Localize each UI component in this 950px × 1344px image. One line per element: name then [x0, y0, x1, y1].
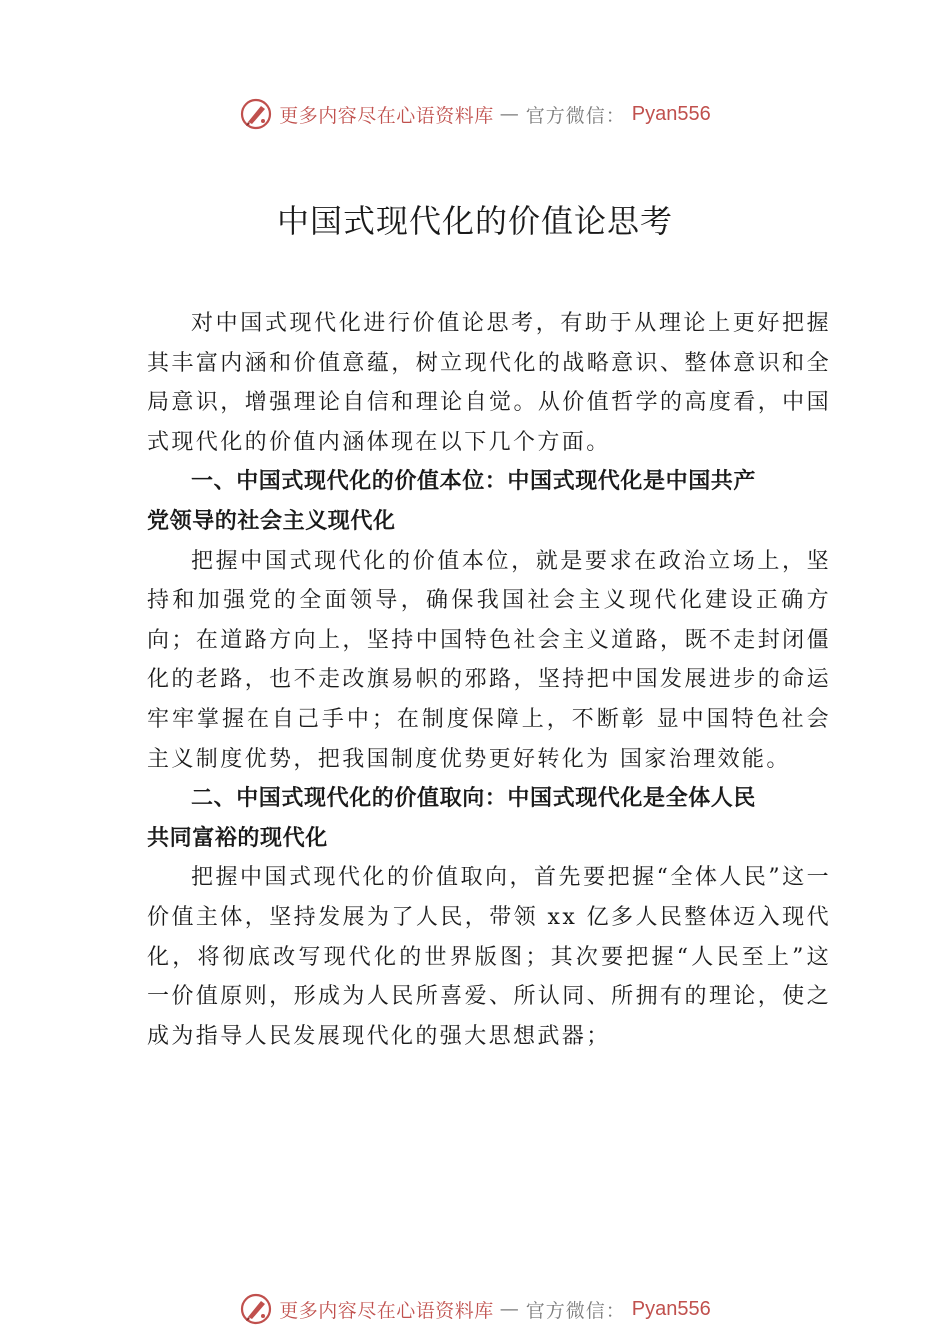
pen-logo-icon	[239, 1292, 273, 1326]
watermark-dash: —	[499, 1298, 520, 1320]
watermark-brand-text: 更多内容尽在心语资料库	[279, 104, 494, 127]
watermark-wechat-id: Pyan556	[631, 1297, 711, 1320]
intro-paragraph: 对中国式现代化进行价值论思考，有助于从理论上更好把握其丰富内涵和价值意蕴，树立现代化的战略意识、整体意识和全局意识，增强理论自信和理论自觉。从价值哲学的高度看，中国式现代化的价值内涵体现在以下几个方面。	[147, 311, 831, 455]
pen-logo-icon	[239, 97, 273, 131]
document-body	[147, 304, 831, 1056]
watermark-dash: —	[499, 103, 520, 125]
watermark-official-label: 官方微信：	[525, 1299, 626, 1322]
section-2-heading: 二、中国式现代化的价值取向：中国式现代化是全体人民共同富裕的现代化	[147, 786, 757, 851]
watermark-official-label: 官方微信：	[525, 104, 626, 127]
section-2-body: 把握中国式现代化的价值取向，首先要把握“全体人民”这一价值主体，坚持发展为了人民，带领 xx 亿多人民整体迈入现代化，将彻底改写现代化的世界版图；其次要把握“人民至上”这一价值原则，形成为人民所喜爱、所认同、所拥有的理论，使之成为指导人民发展现代化的强大思想武器；	[147, 865, 831, 1049]
watermark-footer	[0, 1289, 950, 1329]
watermark-brand-text: 更多内容尽在心语资料库	[279, 1299, 494, 1322]
section-1-body: 把握中国式现代化的价值本位，就是要求在政治立场上，坚持和加强党的全面领导，确保我国社会主义现代化建设正确方向；在道路方向上，坚持中国特色社会主义道路，既不走封闭僵化的老路，也不走改旗易帜的邪路，坚持把中国发展进步的命运牢牢掌握在自己手中；在制度保障上，不断彰 显中国特色社会主义制度优势，把我国制度优势更好转化为 国家治理效能。	[147, 548, 831, 772]
section-1-heading: 一、中国式现代化的价值本位：中国式现代化是中国共产党领导的社会主义现代化	[147, 469, 757, 534]
watermark-header	[0, 94, 950, 134]
watermark-wechat-id: Pyan556	[631, 102, 711, 125]
document-title: 中国式现代化的价值论思考	[276, 202, 673, 240]
